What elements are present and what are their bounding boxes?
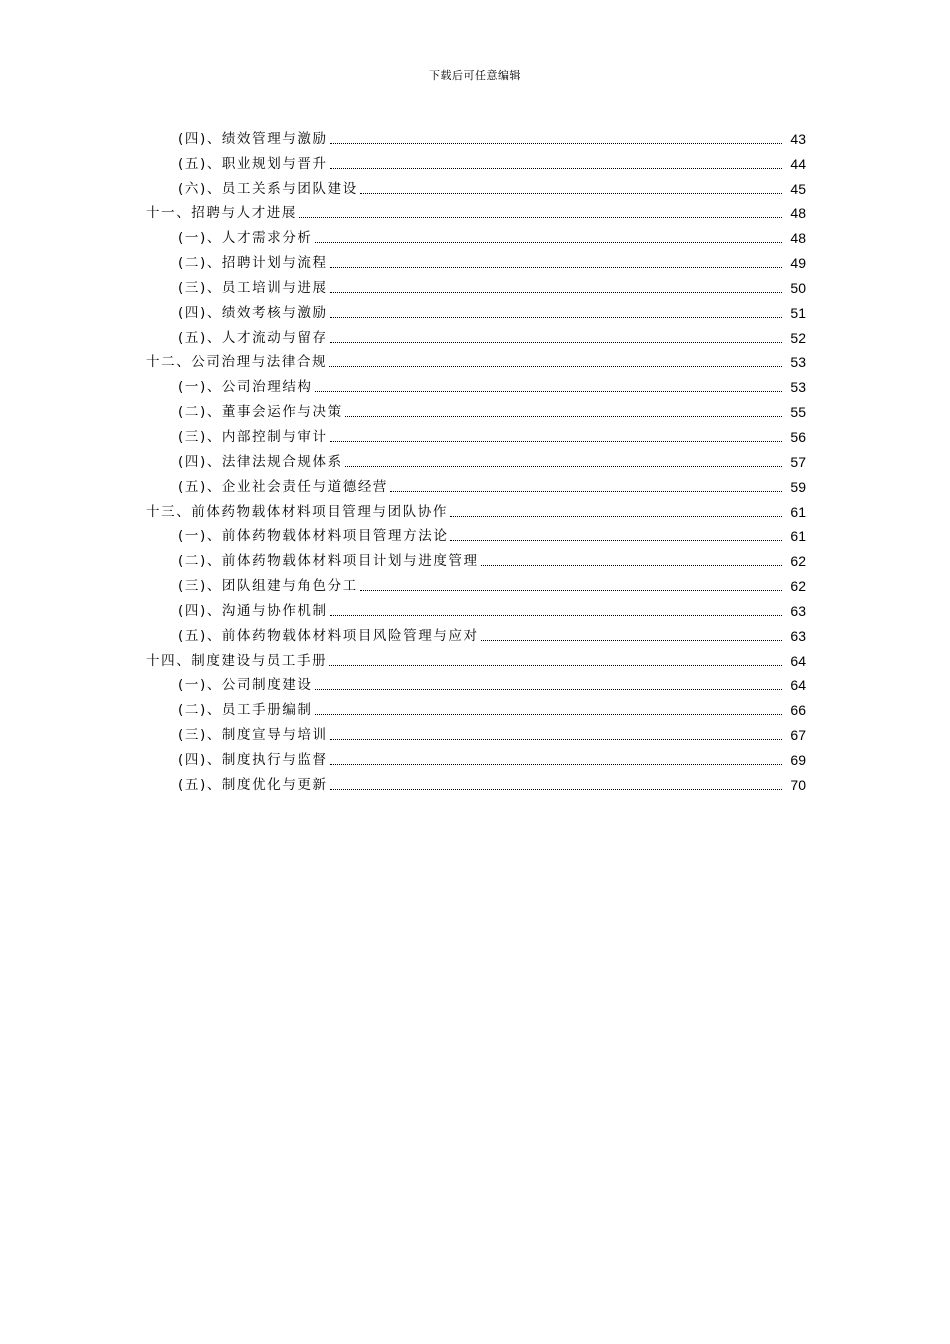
toc-leader-dots: [330, 143, 782, 144]
toc-entry-title: (五)、前体药物载体材料项目风险管理与应对: [178, 627, 479, 644]
toc-entry-title: (五)、企业社会责任与道德经营: [178, 478, 389, 495]
toc-entry-page: 55: [790, 404, 806, 421]
toc-entry-page: 52: [790, 329, 806, 346]
toc-entry-page: 50: [790, 279, 806, 296]
toc-leader-dots: [330, 168, 782, 169]
toc-entry-page: 53: [790, 379, 806, 396]
toc-leader-dots: [345, 466, 782, 467]
toc-entry-page: 44: [790, 155, 806, 172]
toc-entry[interactable]: [0, 771, 950, 796]
toc-leader-dots: [315, 242, 782, 243]
toc-entry-title: (四)、绩效管理与激励: [178, 130, 328, 147]
toc-entry-page: 69: [790, 751, 806, 768]
toc-entry[interactable]: [0, 473, 950, 498]
toc-entry-page: 57: [790, 453, 806, 470]
toc-entry[interactable]: [0, 175, 950, 200]
toc-entry-title: (四)、制度执行与监督: [178, 751, 328, 768]
toc-entry-title: (二)、前体药物载体材料项目计划与进度管理: [178, 553, 479, 570]
toc-entry-title: (三)、员工培训与进展: [178, 279, 328, 296]
toc-leader-dots: [330, 764, 782, 765]
toc-leader-dots: [330, 342, 782, 343]
toc-leader-dots: [450, 540, 782, 541]
toc-entry[interactable]: [0, 547, 950, 572]
toc-entry[interactable]: [0, 572, 950, 597]
toc-leader-dots: [330, 789, 782, 790]
toc-chapter[interactable]: [0, 349, 950, 374]
toc-entry-page: 64: [790, 677, 806, 694]
toc-chapter-page: 61: [790, 503, 806, 520]
toc-entry-title: (三)、团队组建与角色分工: [178, 578, 358, 595]
toc-leader-dots: [330, 441, 782, 442]
toc-leader-dots: [481, 640, 782, 641]
toc-leader-dots: [315, 714, 782, 715]
toc-chapter[interactable]: [0, 647, 950, 672]
toc-entry-title: (五)、职业规划与晋升: [178, 155, 328, 172]
toc-entry-page: 62: [790, 578, 806, 595]
toc-entry-title: (五)、人才流动与留存: [178, 329, 328, 346]
toc-entry[interactable]: [0, 622, 950, 647]
toc-entry-page: 70: [790, 776, 806, 793]
table-of-contents: [0, 125, 950, 796]
toc-entry[interactable]: [0, 746, 950, 771]
toc-entry-title: (三)、内部控制与审计: [178, 428, 328, 445]
toc-leader-dots: [330, 615, 782, 616]
toc-entry[interactable]: [0, 224, 950, 249]
toc-entry-title: (四)、绩效考核与激励: [178, 304, 328, 321]
toc-entry[interactable]: [0, 672, 950, 697]
toc-entry-title: (一)、前体药物载体材料项目管理方法论: [178, 528, 449, 545]
toc-leader-dots: [329, 366, 782, 367]
toc-entry[interactable]: [0, 721, 950, 746]
toc-leader-dots: [390, 491, 782, 492]
toc-chapter-page: 53: [790, 354, 806, 371]
toc-entry-page: 51: [790, 304, 806, 321]
toc-entry-title: (四)、法律法规合规体系: [178, 453, 343, 470]
toc-entry-page: 45: [790, 180, 806, 197]
toc-entry-page: 48: [790, 230, 806, 247]
toc-entry-page: 66: [790, 702, 806, 719]
toc-entry-title: (四)、沟通与协作机制: [178, 602, 328, 619]
toc-chapter-title: 十一、招聘与人才进展: [146, 205, 297, 222]
toc-leader-dots: [330, 267, 782, 268]
toc-leader-dots: [450, 516, 782, 517]
toc-entry-page: 49: [790, 255, 806, 272]
toc-entry[interactable]: [0, 523, 950, 548]
toc-entry[interactable]: [0, 324, 950, 349]
page-header: 下载后可任意编辑: [429, 69, 521, 82]
toc-entry-title: (二)、招聘计划与流程: [178, 255, 328, 272]
toc-entry-title: (三)、制度宣导与培训: [178, 727, 328, 744]
toc-chapter-page: 64: [790, 652, 806, 669]
toc-entry[interactable]: [0, 249, 950, 274]
toc-leader-dots: [330, 292, 782, 293]
toc-leader-dots: [330, 739, 782, 740]
toc-entry-title: (一)、人才需求分析: [178, 230, 313, 247]
toc-entry[interactable]: [0, 373, 950, 398]
toc-leader-dots: [299, 217, 782, 218]
toc-entry-title: (一)、公司制度建设: [178, 677, 313, 694]
toc-entry[interactable]: [0, 274, 950, 299]
toc-entry-page: 62: [790, 553, 806, 570]
toc-entry-page: 67: [790, 727, 806, 744]
toc-leader-dots: [360, 590, 782, 591]
toc-chapter[interactable]: [0, 200, 950, 225]
toc-leader-dots: [330, 317, 782, 318]
toc-entry-page: 59: [790, 478, 806, 495]
toc-entry-page: 63: [790, 602, 806, 619]
toc-leader-dots: [481, 565, 782, 566]
toc-entry-title: (二)、员工手册编制: [178, 702, 313, 719]
toc-leader-dots: [345, 416, 782, 417]
toc-entry[interactable]: [0, 696, 950, 721]
toc-entry[interactable]: [0, 597, 950, 622]
toc-chapter[interactable]: [0, 498, 950, 523]
toc-chapter-title: 十二、公司治理与法律合规: [146, 354, 328, 371]
toc-leader-dots: [329, 665, 782, 666]
toc-entry-title: (一)、公司治理结构: [178, 379, 313, 396]
toc-entry[interactable]: [0, 125, 950, 150]
toc-entry[interactable]: [0, 150, 950, 175]
toc-entry[interactable]: [0, 398, 950, 423]
toc-entry-page: 43: [790, 130, 806, 147]
toc-entry-page: 63: [790, 627, 806, 644]
toc-leader-dots: [315, 391, 782, 392]
toc-entry-title: (二)、董事会运作与决策: [178, 404, 343, 421]
toc-entry[interactable]: [0, 299, 950, 324]
toc-leader-dots: [315, 689, 782, 690]
toc-entry-page: 61: [790, 528, 806, 545]
toc-chapter-title: 十四、制度建设与员工手册: [146, 652, 328, 669]
toc-entry-page: 56: [790, 428, 806, 445]
toc-chapter-title: 十三、前体药物载体材料项目管理与团队协作: [146, 503, 448, 520]
toc-leader-dots: [360, 193, 782, 194]
toc-chapter-page: 48: [790, 205, 806, 222]
toc-entry-title: (五)、制度优化与更新: [178, 776, 328, 793]
toc-entry-title: (六)、员工关系与团队建设: [178, 180, 358, 197]
toc-entry[interactable]: [0, 423, 950, 448]
toc-entry[interactable]: [0, 448, 950, 473]
